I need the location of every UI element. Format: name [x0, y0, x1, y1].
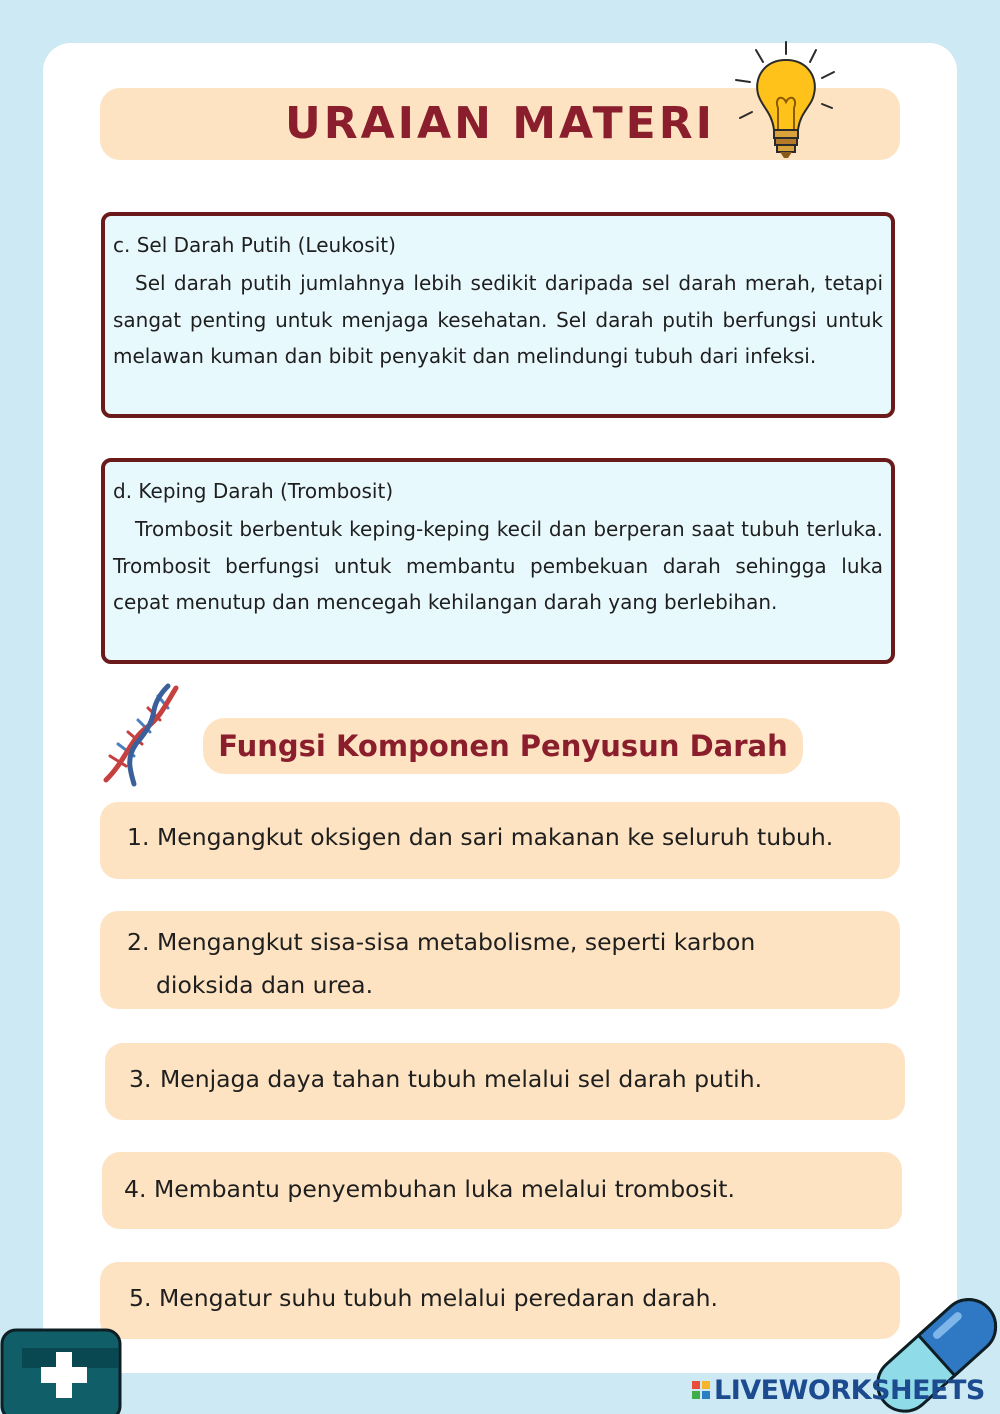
function-number: 3.: [129, 1065, 152, 1093]
liveworksheets-logo-icon: [692, 1381, 710, 1399]
function-text: Menjaga daya tahan tubuh melalui sel darah putih.: [160, 1065, 763, 1093]
trombosit-body: Trombosit berbentuk keping-keping kecil dan berperan saat tubuh terluka. Trombosit berfungsi untuk membantu pembekuan darah sehingga luka cepat menutup dan mencegah kehilangan darah yang berlebihan.: [113, 517, 883, 614]
functions-title: Fungsi Komponen Penyusun Darah: [218, 729, 788, 763]
function-item-2: [100, 911, 900, 1009]
function-number: 5.: [129, 1284, 152, 1312]
leukosit-body: Sel darah putih jumlahnya lebih sedikit daripada sel darah merah, tetapi sangat penting untuk menjaga kesehatan. Sel darah putih berfungsi untuk melawan kuman dan bibit penyakit dan melindungi tubuh dari infeksi.: [113, 271, 883, 368]
function-item-5: [100, 1262, 900, 1339]
dna-icon: [96, 680, 186, 790]
function-number: 2.: [127, 928, 150, 956]
function-number: 1.: [127, 823, 150, 851]
function-text: Mengangkut oksigen dan sari makanan ke seluruh tubuh.: [157, 823, 834, 851]
page-title: URAIAN MATERI: [285, 98, 715, 149]
trombosit-box: [101, 458, 895, 664]
watermark-text: LIVEWORKSHEETS: [714, 1374, 985, 1406]
function-text: Mengatur suhu tubuh melalui peredaran darah.: [159, 1284, 719, 1312]
function-text: Membantu penyembuhan luka melalui trombosit.: [154, 1175, 735, 1203]
first-aid-kit-icon: [0, 1316, 125, 1414]
function-text: Mengangkut sisa-sisa metabolisme, seperti karbon: [157, 928, 756, 956]
function-item-3: [105, 1043, 905, 1120]
lightbulb-icon: [728, 38, 848, 168]
leukosit-box: [101, 212, 895, 418]
function-text-continued: dioksida dan urea.: [156, 971, 374, 999]
leukosit-heading: c. Sel Darah Putih (Leukosit): [113, 233, 396, 257]
liveworksheets-watermark: [692, 1372, 985, 1408]
trombosit-heading: d. Keping Darah (Trombosit): [113, 479, 394, 503]
function-item-4: [102, 1152, 902, 1229]
function-number: 4.: [124, 1175, 147, 1203]
function-item-1: [100, 802, 900, 879]
